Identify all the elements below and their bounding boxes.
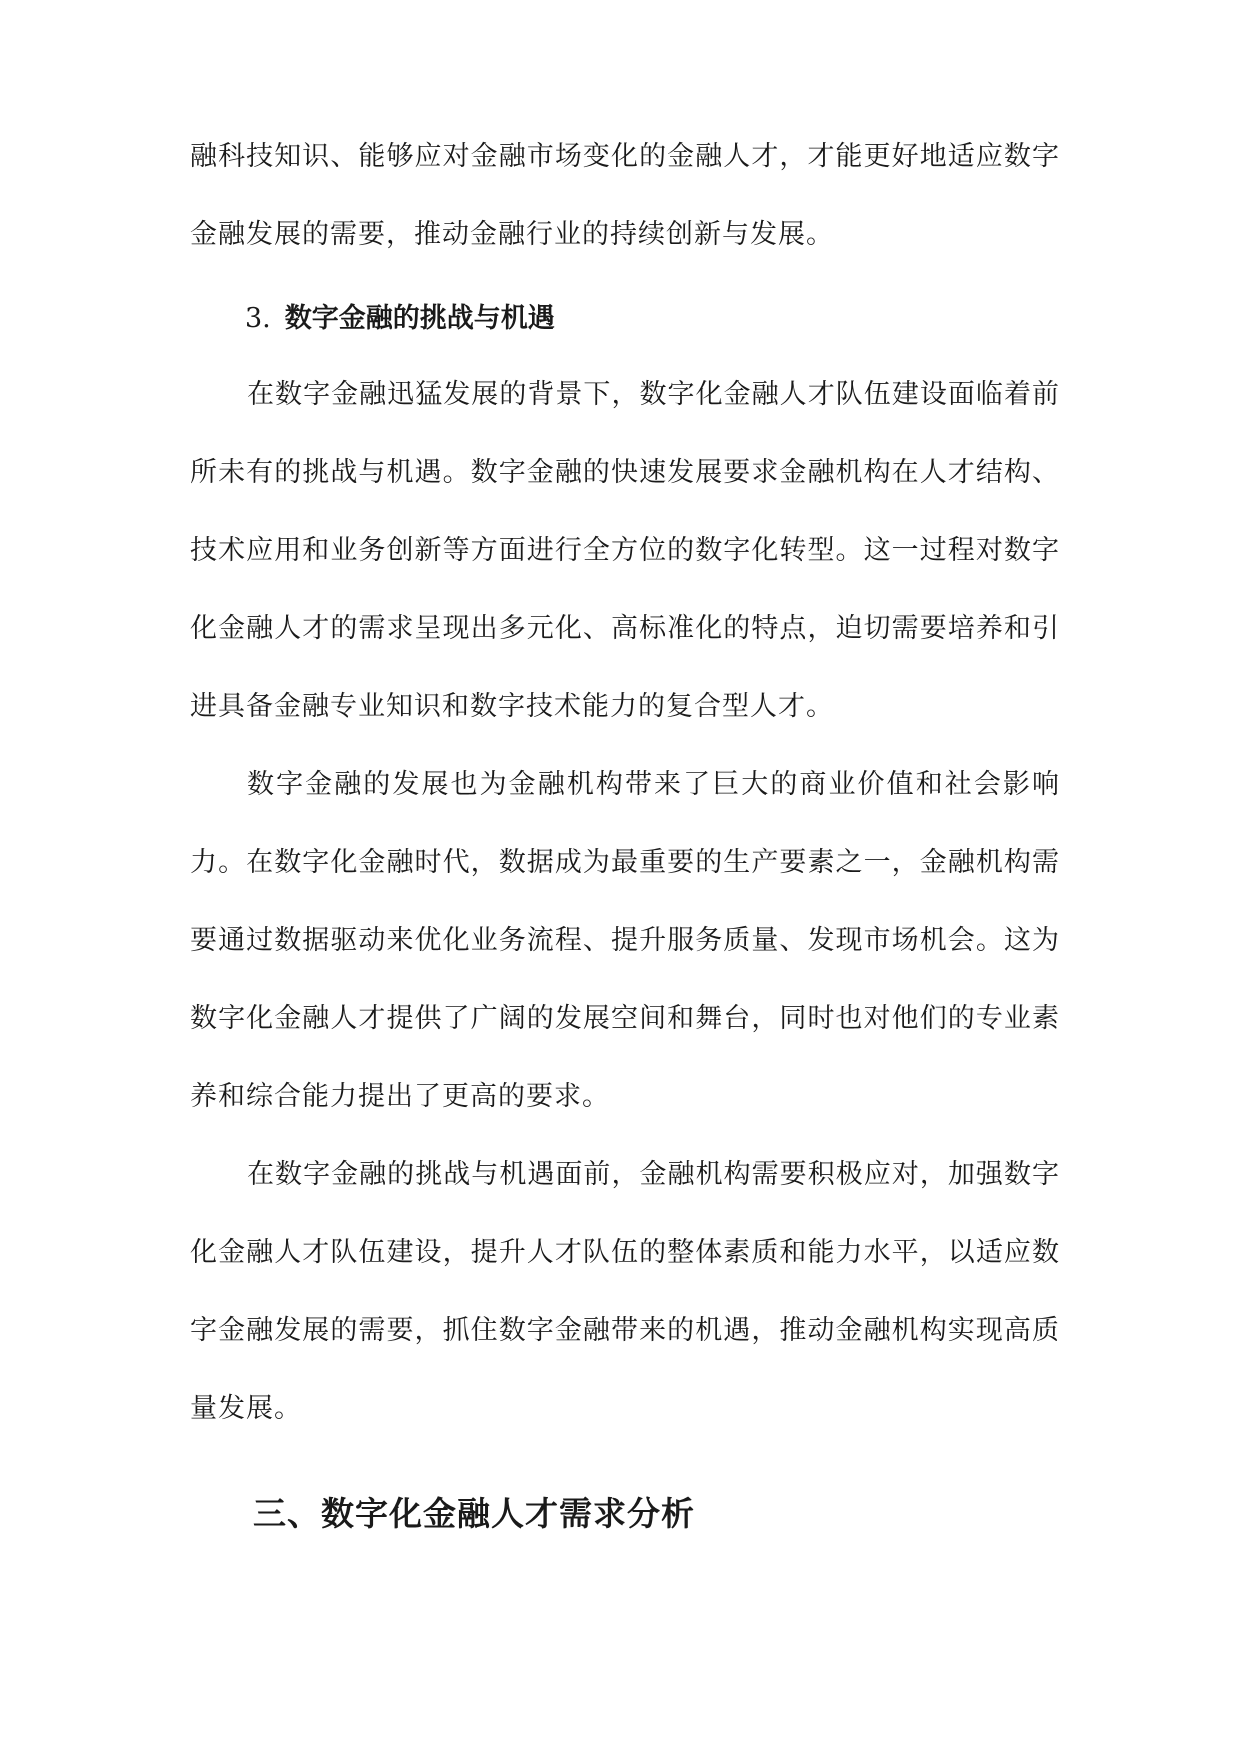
intro-block [190, 118, 1060, 274]
intro-paragraph: 融科技知识、能够应对金融市场变化的金融人才，才能更好地适应数字金融发展的需要，推动金融行业的持续创新与发展。 [190, 141, 1060, 250]
body-paragraph: 数字金融的发展也为金融机构带来了巨大的商业价值和社会影响力。在数字化金融时代，数据成为最重要的生产要素之一，金融机构需要通过数据驱动来优化业务流程、提升服务质量、发现市场机会。这为数字化金融人才提供了广阔的发展空间和舞台，同时也对他们的专业素养和综合能力提出了更高的要求。 [190, 769, 1060, 1112]
body-block-2 [190, 746, 1060, 1136]
section-heading: 三、数字化金融人才需求分析 [253, 1494, 695, 1533]
body-block-1 [190, 356, 1060, 746]
subsection-heading [245, 296, 555, 335]
body-block-3 [190, 1136, 1060, 1448]
body-paragraph: 在数字金融的挑战与机遇面前，金融机构需要积极应对，加强数字化金融人才队伍建设，提升人才队伍的整体素质和能力水平，以适应数字金融发展的需要，抓住数字金融带来的机遇，推动金融机构实现高质量发展。 [190, 1159, 1060, 1424]
subsection-number: 3. [245, 303, 271, 334]
body-paragraph: 在数字金融迅猛发展的背景下，数字化金融人才队伍建设面临着前所未有的挑战与机遇。数字金融的快速发展要求金融机构在人才结构、技术应用和业务创新等方面进行全方位的数字化转型。这一过程对数字化金融人才的需求呈现出多元化、高标准化的特点，迫切需要培养和引进具备金融专业知识和数字技术能力的复合型人才。 [190, 379, 1060, 722]
subsection-title: 数字金融的挑战与机遇 [284, 303, 555, 334]
